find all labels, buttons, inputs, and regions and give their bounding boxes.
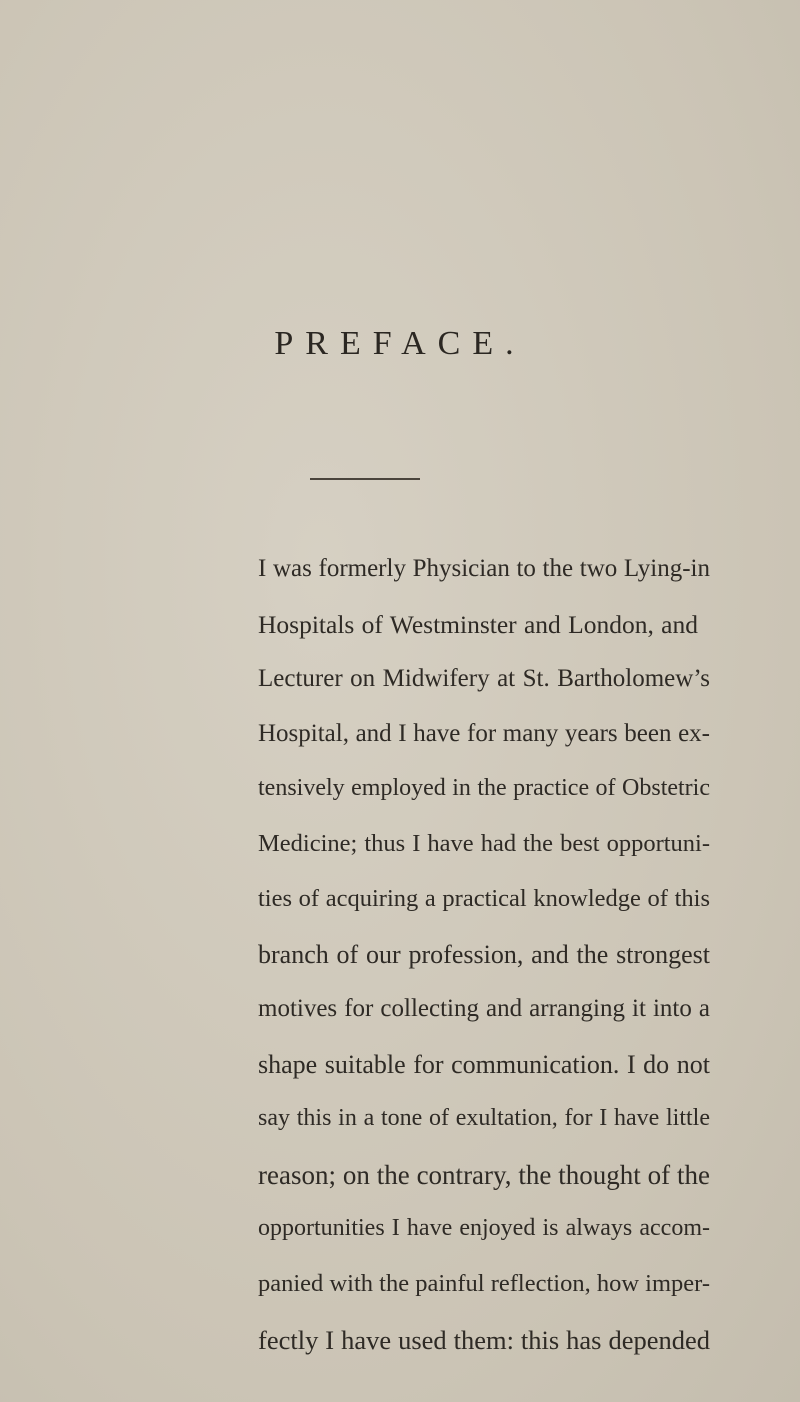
page-title: PREFACE. [274, 325, 526, 362]
text-line: shape suitable for communication. I do not [258, 1050, 710, 1079]
text-line: Medicine; thus I have had the best opportuni- [258, 830, 710, 857]
text-line: motives for collecting and arranging it into a [258, 995, 710, 1022]
text-line: Hospital, and I have for many years been ex- [258, 720, 710, 747]
text-line: I was formerly Physician to the two Lying-in [258, 555, 710, 582]
text-line: ties of acquiring a practical knowledge of this [258, 885, 710, 912]
text-line: Lecturer on Midwifery at St. Bartholomew’s [258, 665, 710, 692]
text-line: branch of our profession, and the strongest [258, 940, 710, 969]
text-line: opportunities I have enjoyed is always accom- [258, 1215, 710, 1241]
text-line: fectly I have used them: this has depended [258, 1325, 710, 1355]
title-divider [310, 478, 420, 480]
text-line: say this in a tone of exultation, for I have little [258, 1105, 710, 1131]
text-line: tensively employed in the practice of Obstetric [258, 775, 710, 801]
text-line: panied with the painful reflection, how imper- [258, 1270, 710, 1297]
text-line: Hospitals of Westminster and London, and [258, 610, 698, 639]
text-line: reason; on the contrary, the thought of the [258, 1160, 710, 1190]
